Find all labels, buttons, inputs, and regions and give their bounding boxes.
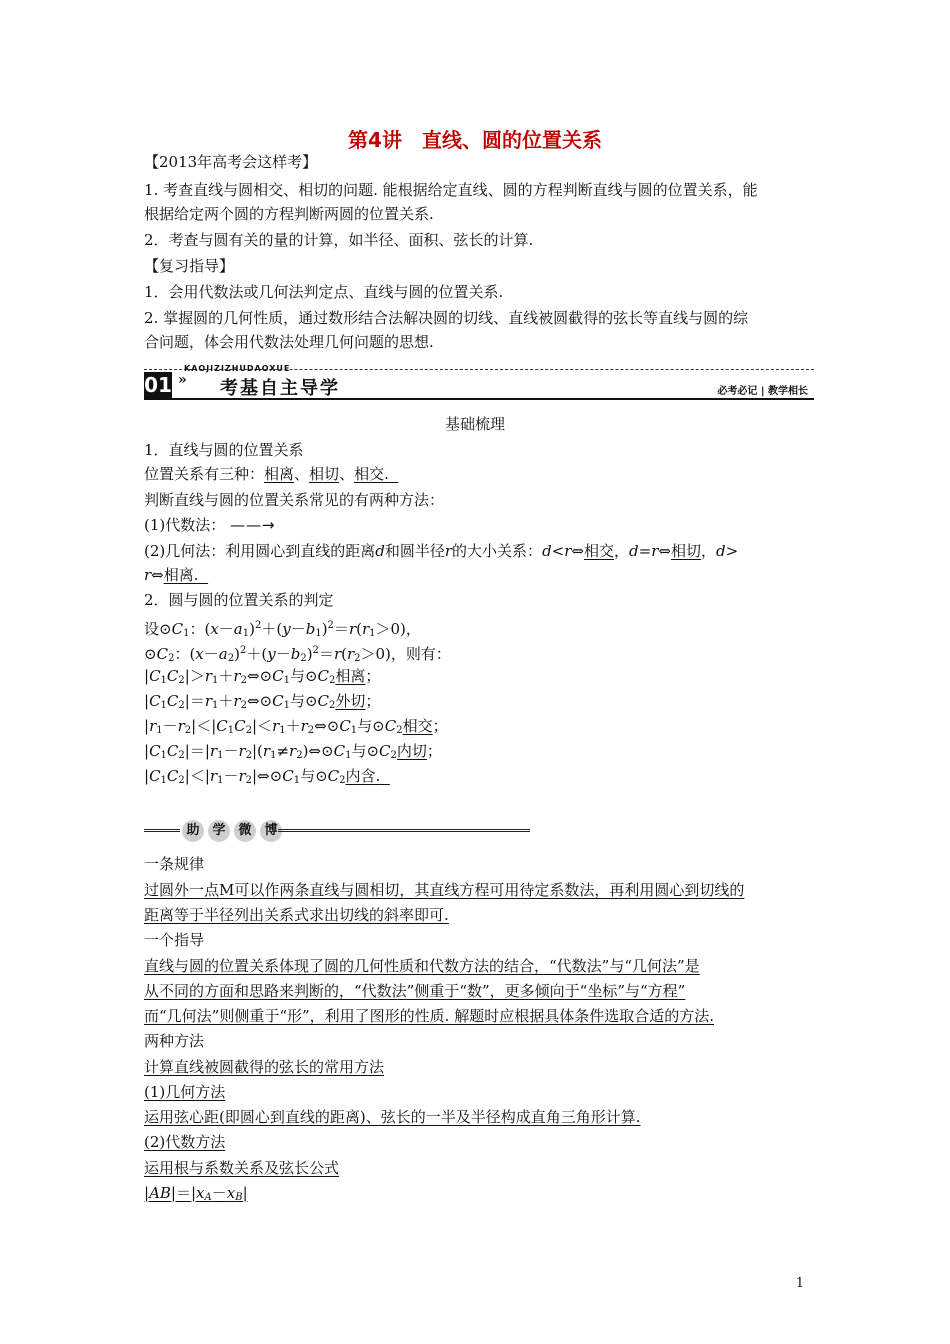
case-1: $|C_1C_2|>r_1+r_2\Leftrightarrow⊙C_1$与$⊙C_2$相离； xyxy=(144,667,381,686)
geo-tangent: 相切 xyxy=(670,542,701,560)
case-4-result: 内切 xyxy=(396,742,427,760)
section-tag: 必考必记 | 教学相长 xyxy=(717,386,808,397)
relation-intersect: 相交. xyxy=(354,465,389,483)
banner-rule-right xyxy=(278,829,530,832)
relations-lead: 位置关系有三种： xyxy=(144,465,265,483)
var-d: d xyxy=(375,542,385,560)
guide-text-a: 直线与圆的位置关系体现了圆的几何性质和代数方法的结合，“代数法”与“几何法”是 xyxy=(144,957,700,975)
algebra-label: (1)代数法： xyxy=(144,516,226,534)
method-2-title: (2)代数方法 xyxy=(144,1133,226,1151)
banner-char: 学 xyxy=(208,820,230,842)
page-number: 1 xyxy=(795,1276,804,1291)
formula-ab: AB xyxy=(149,1184,171,1202)
geometry-method-cont xyxy=(144,565,208,585)
chord-formula: $|AB|=|x_A-x_B|$ xyxy=(144,1184,248,1203)
rule-text-a: 过圆外一点M可以作两条直线与圆相切，其直线方程可用待定系数法，再利用圆心到切线的 xyxy=(144,881,745,899)
banner-title xyxy=(182,820,282,842)
method-1-title: (1)几何方法 xyxy=(144,1083,226,1101)
method-2-text: 运用根与系数关系及弦长公式 xyxy=(144,1159,340,1177)
relation-tangent: 相切 xyxy=(309,465,340,483)
geometry-method xyxy=(144,541,738,561)
rule-text-b: 距离等于半径列出关系式求出切线的斜率即可. xyxy=(144,906,449,924)
formula-xb: x xyxy=(226,1184,236,1202)
geo-text-b: 和圆半径 xyxy=(384,542,445,560)
methods-title: 两种方法 xyxy=(144,1032,205,1050)
iff: ⇔ xyxy=(658,542,671,560)
banner-rule-left xyxy=(144,829,180,832)
basics-heading: 基础梳理 xyxy=(444,415,505,433)
review-heading: 【复习指导】 xyxy=(144,257,235,275)
page-title: 第4讲 直线、圆的位置关系 xyxy=(348,128,602,152)
guide-text-b: 从不同的方面和思路来判断的，“代数法”侧重于“数”，更多倾向于“坐标”与“方程” xyxy=(144,982,686,1000)
case-2-result: 外切 xyxy=(335,692,366,710)
circle-1-prefix: 设⊙ xyxy=(144,620,172,638)
arrow-icon: ——→ xyxy=(230,516,276,534)
section-rule xyxy=(144,398,814,400)
exam-point-2: 2．考查与圆有关的量的计算，如半径、面积、弦长的计算. xyxy=(144,231,534,249)
guide-text-c: 而“几何法”则侧重于“形”，利用了图形的性质. 解题时应根据具体条件选取合适的方法. xyxy=(144,1007,714,1025)
case-3-result: 相交 xyxy=(402,717,433,735)
methods-lead: 计算直线被圆截得的弦长的常用方法 xyxy=(144,1058,385,1076)
section-header xyxy=(144,364,814,400)
iff: ⇔ xyxy=(571,542,584,560)
relation-separate: 相离 xyxy=(264,465,295,483)
method-1-text: 运用弦心距(即圆心到直线的距离)、弦长的一半及半径构成直角三角形计算. xyxy=(144,1108,641,1126)
geo-separate: 相离. xyxy=(163,566,199,584)
var-r: r xyxy=(651,542,659,560)
review-point-2b: 合问题，体会用代数法处理几何问题的思想. xyxy=(144,333,434,351)
guide-title: 一个指导 xyxy=(144,931,205,949)
algebra-method xyxy=(144,515,276,535)
exam-point-1b: 根据给定两个圆的方程判断两圆的位置关系. xyxy=(144,205,434,223)
chevron-icon: » xyxy=(178,372,187,388)
banner-char: 博 xyxy=(260,820,282,842)
section-number: 01 xyxy=(144,373,172,397)
exam-point-1a: 1. 考查直线与圆相交、相切的问题. 能根据给定直线、圆的方程判断直线与圆的位置关系，能 xyxy=(144,181,758,199)
comma: ， xyxy=(614,542,630,560)
case-1-result: 相离 xyxy=(335,667,366,685)
basics-s2: 2．圆与圆的位置关系的判定 xyxy=(144,591,334,609)
var-d: d xyxy=(716,542,726,560)
basics-methods: 判断直线与圆的位置关系常见的有两种方法： xyxy=(144,491,445,509)
op: = xyxy=(638,542,652,560)
case-3: $|r_1-r_2|<|C_1C_2|<r_1+r_2\Leftrightarrow⊙C_1$与$⊙C_2$相交； xyxy=(144,717,448,736)
var-r: r xyxy=(564,542,572,560)
rule-title: 一条规律 xyxy=(144,855,205,873)
var-d: d xyxy=(629,542,639,560)
help-banner xyxy=(144,820,530,842)
formula-xa: x xyxy=(196,1184,205,1202)
then-text: ，则有： xyxy=(390,645,451,663)
comma: ， xyxy=(700,542,716,560)
section-name: 考基自主导学 xyxy=(220,378,340,399)
basics-s1: 1．直线与圆的位置关系 xyxy=(144,441,304,459)
geo-text-c: 的大小关系： xyxy=(452,542,543,560)
case-4: $|C_1C_2|=|r_1-r_2|(r_1\ne r_2)\Leftrightarrow⊙C_1$与$⊙C_2$内切； xyxy=(144,742,442,761)
circle-2-eq: $⊙C_2$：$(x-a_2)^2+(y-b_2)^2=r(r_2>0)$，则有： xyxy=(144,645,451,664)
review-point-1: 1．会用代数法或几何法判定点、直线与圆的位置关系. xyxy=(144,283,504,301)
op: < xyxy=(551,542,565,560)
sep: 、 xyxy=(339,465,355,483)
op: > xyxy=(725,542,739,560)
banner-char: 微 xyxy=(234,820,256,842)
basics-relations xyxy=(144,464,398,484)
circle-1-eq: 设$⊙C_1$：$(x-a_1)^2+(y-b_1)^2=r(r_1>0)$， xyxy=(144,620,421,639)
var-r: r xyxy=(144,566,152,584)
var-d: d xyxy=(542,542,552,560)
iff: ⇔ xyxy=(151,566,164,584)
var-r: r xyxy=(444,542,453,560)
case-5-result: 内含. xyxy=(345,767,381,785)
review-point-2a: 2. 掌握圆的几何性质，通过数形结合法解决圆的切线、直线被圆截得的弦长等直线与圆的综 xyxy=(144,309,749,327)
geo-text-a: (2)几何法：利用圆心到直线的距离 xyxy=(144,542,376,560)
sep: 、 xyxy=(294,465,310,483)
case-2: $|C_1C_2|=r_1+r_2\Leftrightarrow⊙C_1$与$⊙C_2$外切； xyxy=(144,692,381,711)
circle-2-prefix: ⊙ xyxy=(144,645,157,663)
exam-heading: 【2013年高考会这样考】 xyxy=(144,153,318,171)
section-pinyin: KAOJIZIZHUDAOXUE xyxy=(184,364,291,373)
geo-intersect: 相交 xyxy=(584,542,615,560)
case-5: $|C_1C_2|<|r_1-r_2|\Leftrightarrow⊙C_1$与$⊙C_2$内含. xyxy=(144,767,381,786)
banner-char: 助 xyxy=(182,820,204,842)
